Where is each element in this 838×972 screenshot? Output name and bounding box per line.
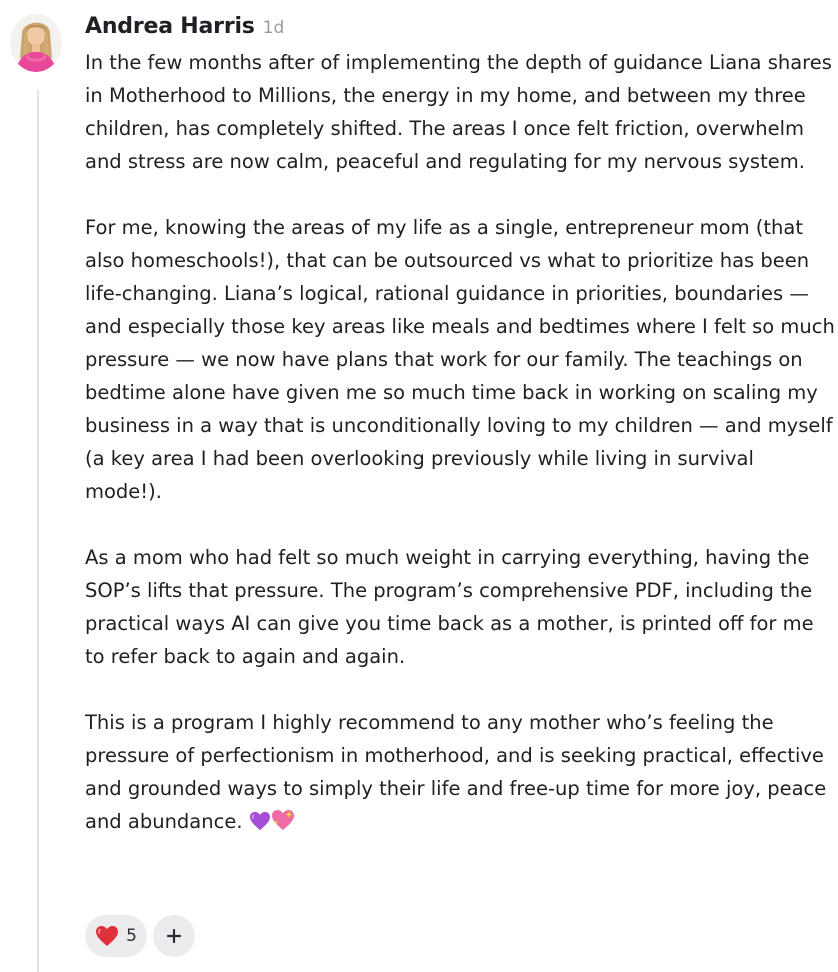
comment-body [85,46,835,841]
comment-paragraph: As a mom who had felt so much weight in carrying everything, having the SOP’s lifts that pressure. The program’s comprehensive PDF, including the practical ways AI can give you time back as a mother, is printed off for me to refer back to again and again. [85,546,814,668]
heart-reaction-button[interactable] [85,915,147,957]
comment-paragraph: For me, knowing the areas of my life as a single, entrepreneur mom (that also homeschools!), that can be outsourced vs what to prioritize has been life-changing. Liana’s logical, rational guidance in priorities, boundaries — and especially those key areas like meals and bedtimes where I felt so much pressure — we now have plans that work for our family. The teachings on bedtime alone have given me so much time back in working on scaling my business in a way that is unconditionally loving to my children — and myself (a key area I had been overlooking previously while living in survival mode!). [85,216,835,503]
sparkling-heart-icon [271,808,295,841]
add-reaction-button[interactable] [153,915,195,957]
comment-paragraph-text: This is a program I highly recommend to any mother who’s feeling the pressure of perfectionism in motherhood, and is seeking practical, effective and grounded ways to simply their life and free-up time for more joy, peace and abundance. [85,711,827,833]
plus-icon [166,928,182,944]
comment-header [85,14,284,44]
avatar[interactable] [10,14,62,72]
comment-paragraph: In the few months after of implementing the depth of guidance Liana shares in Motherhood to Millions, the energy in my home, and between my three children, has completely shifted. The areas I once felt friction, overwhelm and stress are now calm, peaceful and regulating for my nervous system. [85,51,832,173]
avatar-image [10,14,62,72]
heart-reaction-count: 5 [126,926,137,946]
thread-line [37,90,39,972]
red-heart-icon [95,925,119,947]
comment-paragraph-last [85,706,835,841]
author-name[interactable]: Andrea Harris [85,14,255,39]
timestamp[interactable]: 1d [262,18,285,38]
purple-heart-icon [249,808,271,841]
reaction-bar [85,915,195,957]
